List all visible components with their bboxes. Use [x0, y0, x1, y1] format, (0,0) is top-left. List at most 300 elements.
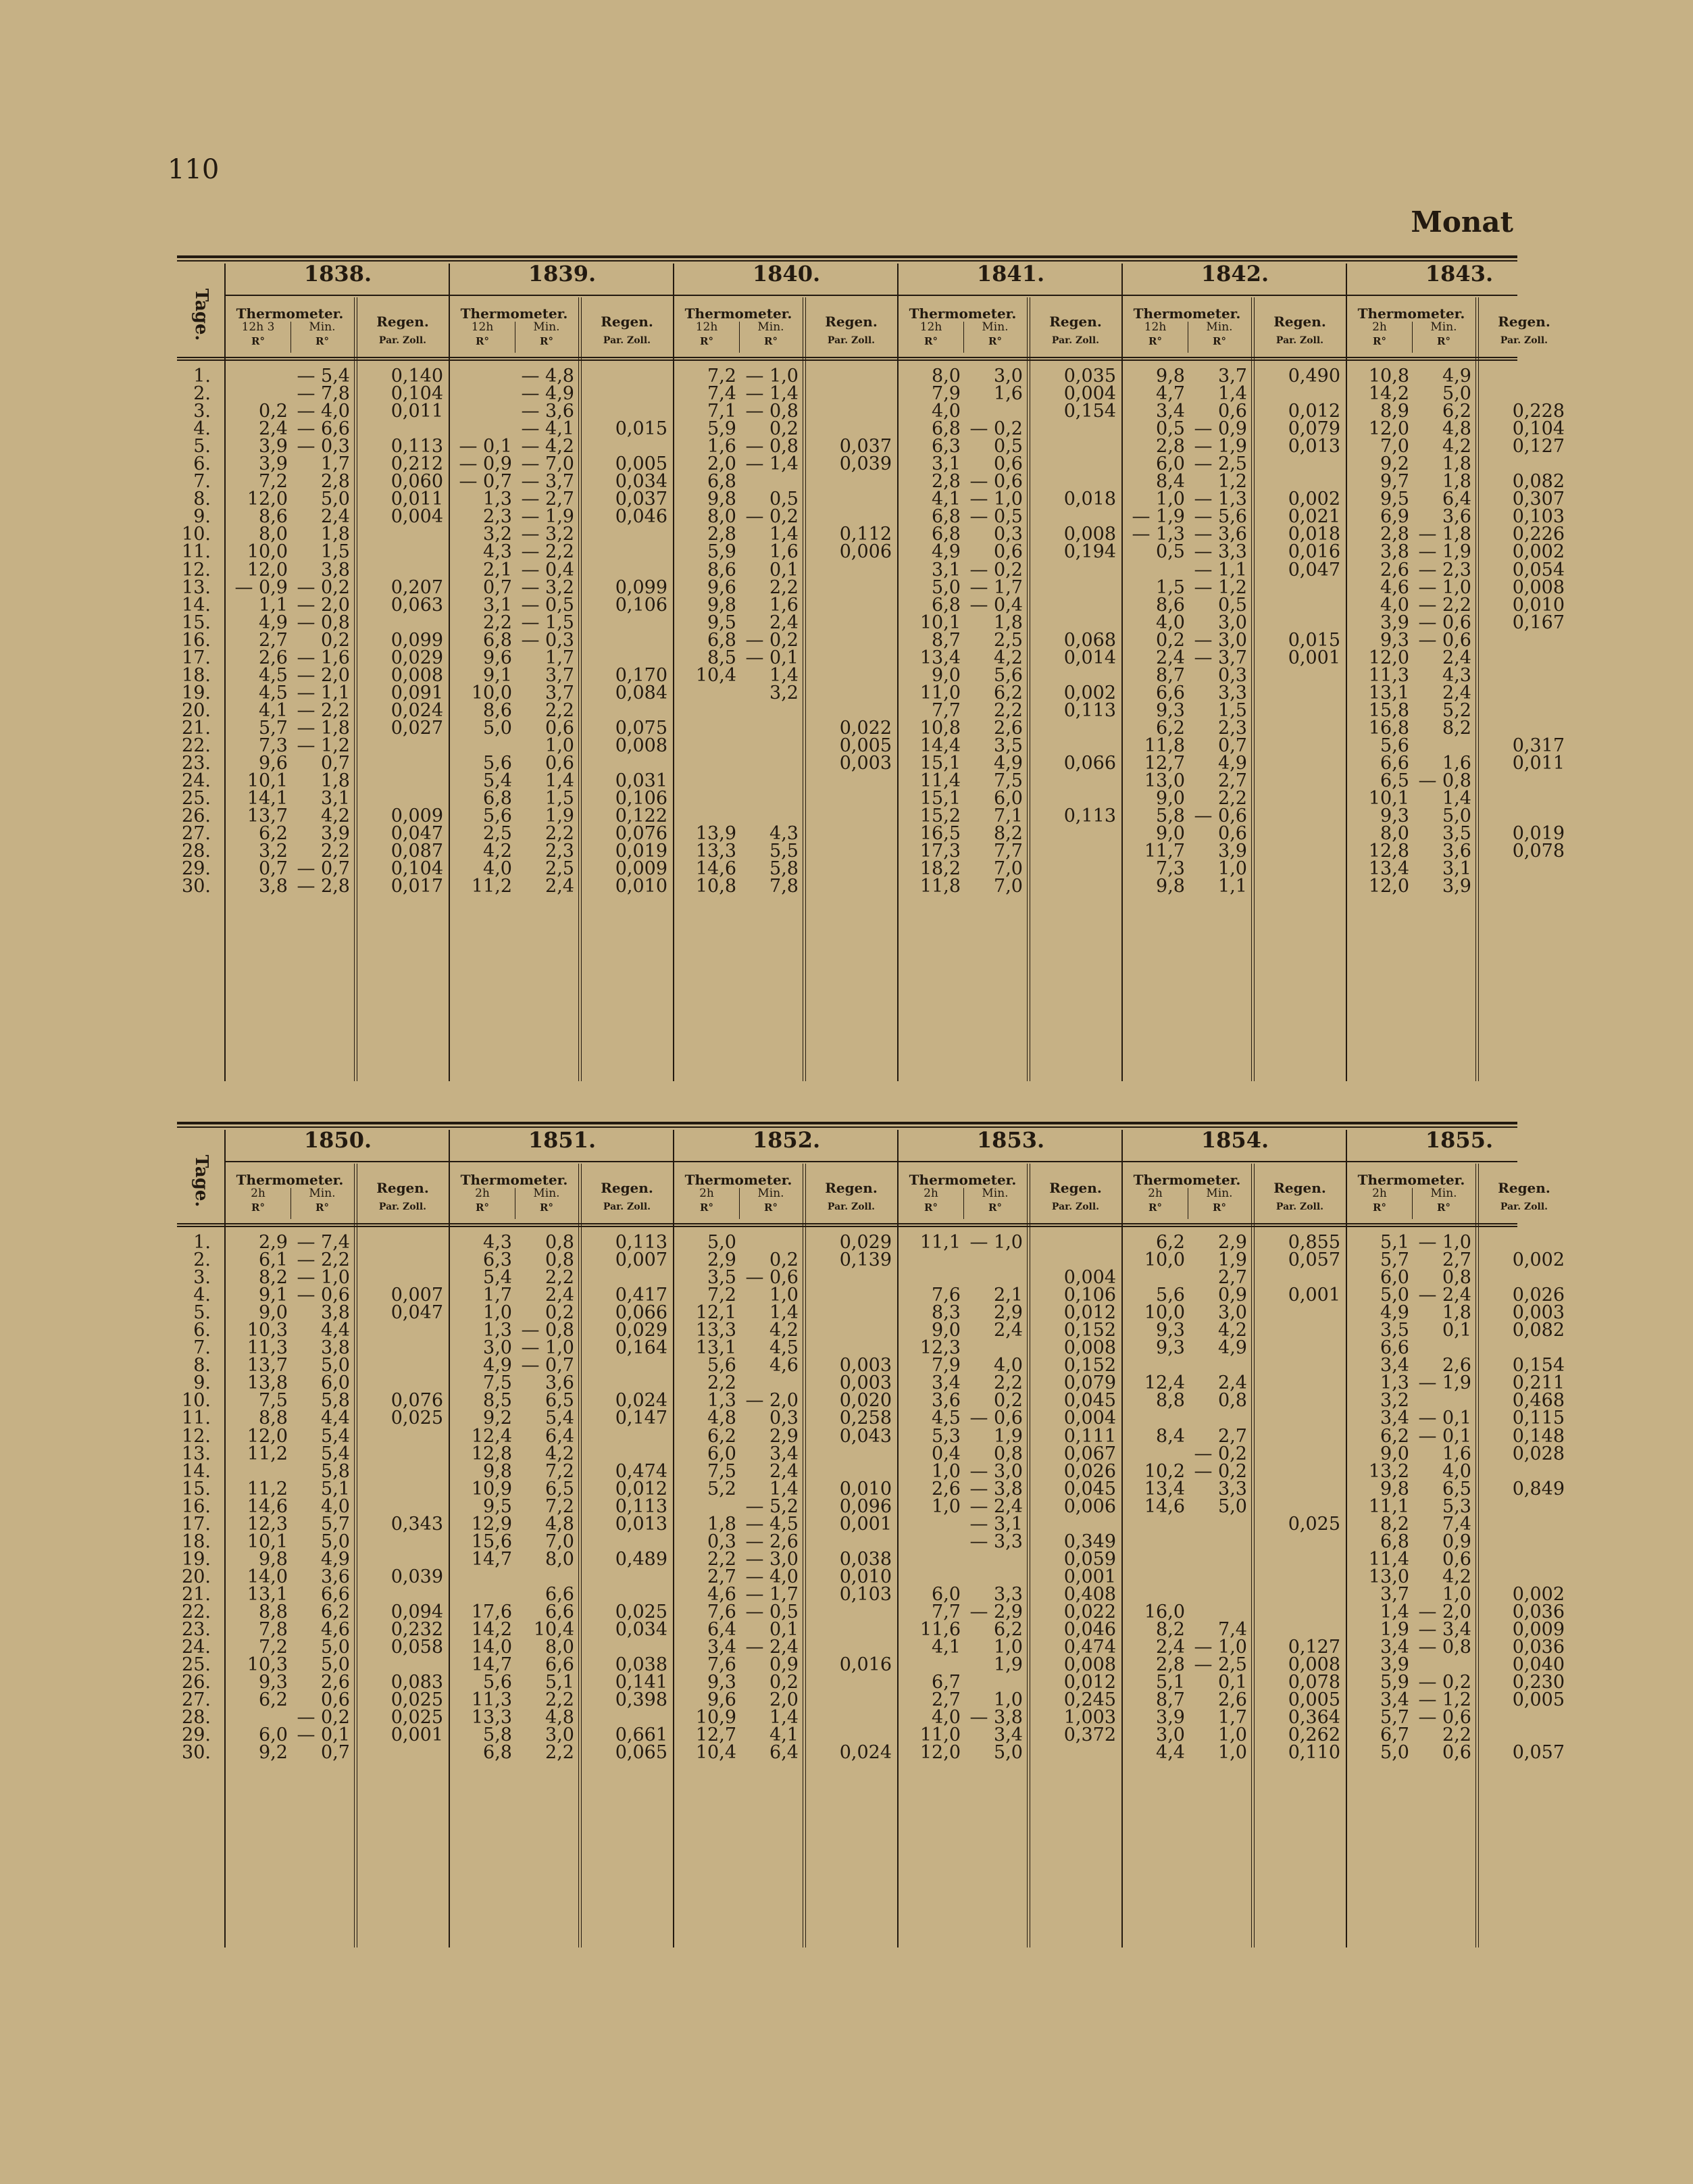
rainfall: 0,024: [839, 1742, 892, 1764]
rainfall: [804, 597, 892, 614]
noon-temperature: 2,2: [483, 612, 512, 633]
min-temperature: 3,6: [321, 1566, 350, 1587]
noon-temperature: 1,0: [932, 1460, 961, 1482]
thermometer-header: Thermometer.: [236, 1172, 344, 1188]
rainfall: 0,017: [390, 876, 443, 897]
temp-min-divider: [963, 322, 964, 353]
table-row: [177, 772, 1517, 790]
noon-temperature: 8,0: [707, 506, 736, 528]
rainfall: [355, 755, 443, 772]
rainfall: [1477, 1568, 1565, 1586]
noon-temperature: 12,3: [247, 1513, 288, 1535]
table-row: [177, 1583, 1565, 1605]
noon-temperature: 5,6: [483, 805, 512, 827]
year-label: 1839.: [528, 261, 597, 287]
rainfall: 0,002: [1063, 682, 1116, 703]
noon-temperature: 8,7: [1156, 1689, 1185, 1711]
rainfall: 0,059: [1063, 1548, 1116, 1570]
noon-temperature: 10,1: [247, 770, 288, 792]
rainfall: 0,113: [1063, 805, 1116, 827]
noon-temperature: 5,0: [483, 717, 512, 739]
rainfall: 0,194: [1063, 541, 1116, 563]
regen-unit: Par. Zoll.: [827, 335, 876, 346]
noon-temperature: 5,0: [1380, 1742, 1409, 1764]
rainfall: 0,037: [839, 436, 892, 457]
noon-temperature: [234, 368, 288, 385]
min-temperature: 1,9: [994, 1425, 1023, 1447]
noon-temperature: 4,0: [932, 401, 961, 422]
noon-temperature: 15,2: [919, 805, 961, 827]
rainfall: [1253, 1410, 1340, 1427]
noon-temperature: 14,7: [471, 1548, 512, 1570]
rainfall: 0,099: [615, 576, 667, 598]
noon-temperature: 3,9: [259, 436, 288, 457]
noon-temperature: 10,8: [919, 717, 961, 739]
noon-temperature: 9,3: [707, 1672, 736, 1693]
min-temperature: 7,2: [545, 1495, 574, 1517]
noon-temperature: 15,6: [471, 1531, 512, 1552]
min-header: Min.: [1206, 320, 1233, 334]
min-temperature: 3,3: [994, 1583, 1023, 1605]
rainfall: [1477, 1498, 1565, 1516]
table-row: [177, 649, 1517, 667]
year-rule: [226, 1161, 1517, 1162]
min-temperature: 2,2: [321, 841, 350, 862]
rainfall: 0,082: [1512, 471, 1565, 493]
day-number: 4.: [193, 1285, 211, 1306]
table-row: [177, 1408, 1565, 1429]
min-temperature: 2,4: [545, 1285, 574, 1306]
rainfall: 0,147: [615, 1408, 667, 1429]
rainfall: [804, 1533, 892, 1551]
noon-temperature: 2,0: [707, 453, 736, 475]
noon-temperature: 7,1: [707, 401, 736, 422]
noon-temperature: 4,5: [259, 682, 288, 703]
rainfall: [355, 1498, 443, 1516]
noon-temperature: 6,0: [1380, 1267, 1409, 1289]
min-temperature: 2,6: [321, 1672, 350, 1693]
rainfall: [804, 579, 892, 597]
rainfall: [804, 632, 892, 649]
rainfall: [804, 772, 892, 790]
rainfall: 0,110: [1288, 1742, 1340, 1764]
rainfall: [1253, 597, 1340, 614]
noon-temperature: 10,8: [695, 876, 736, 897]
noon-temperature: 5,4: [483, 1267, 512, 1289]
noon-temperature: 5,6: [1380, 735, 1409, 756]
min-temperature: 5,8: [769, 858, 799, 880]
rainfall: 0,004: [1063, 1408, 1116, 1429]
noon-temperature: — 0,9: [459, 453, 512, 475]
min-temperature: 3,3: [1218, 1478, 1247, 1499]
min-temperature: 6,5: [1442, 1478, 1471, 1499]
min-temperature: — 3,7: [1194, 647, 1247, 668]
noon-temperature: 7,9: [932, 1355, 961, 1376]
regen-header: Regen.: [376, 314, 429, 330]
day-number: 29.: [182, 1724, 211, 1746]
min-temperature: — 2,2: [1418, 594, 1471, 616]
table-row: [177, 1443, 1565, 1464]
rainfall: 0,008: [615, 735, 667, 756]
noon-temperature: 17,6: [471, 1601, 512, 1622]
noon-temperature: 6,8: [932, 524, 961, 545]
min-temperature: 1,7: [1218, 1707, 1247, 1729]
min-temperature: 5,2: [1442, 699, 1471, 721]
rainfall: [1028, 843, 1116, 860]
min-temperature: 3,9: [1442, 876, 1471, 897]
day-number: 22.: [182, 735, 211, 756]
header-rule: [177, 1223, 1517, 1224]
rainfall: [1253, 737, 1340, 755]
min-temperature: — 0,6: [969, 1408, 1023, 1429]
rainfall: [580, 385, 667, 403]
noon-temperature: 5,4: [483, 770, 512, 792]
noon-temperature: 5,9: [1380, 1672, 1409, 1693]
noon-temperature: 6,7: [932, 1672, 961, 1693]
rainfall: 0,154: [1063, 401, 1116, 422]
rainfall: 0,003: [1512, 1302, 1565, 1324]
rainfall: [1477, 1533, 1565, 1551]
min-temperature: 2,5: [545, 858, 574, 880]
rainfall: [1477, 649, 1565, 667]
min-temperature: — 0,4: [521, 559, 574, 580]
min-temperature: — 7,0: [521, 453, 574, 475]
noon-temperature: 11,3: [247, 1337, 288, 1359]
min-temperature: 2,2: [1442, 1724, 1471, 1746]
rainfall: [804, 403, 892, 420]
rainfall: [1477, 685, 1565, 702]
min-temperature: 5,0: [321, 1654, 350, 1676]
noon-temperature: — 1,9: [1132, 506, 1185, 528]
min-temperature: 6,4: [1442, 489, 1471, 510]
min-temperature: 1,7: [545, 647, 574, 668]
min-temperature: 4,9: [994, 753, 1023, 774]
min-temperature: 1,1: [1218, 876, 1247, 897]
noon-temperature: 10,0: [1144, 1302, 1185, 1324]
top-rule: [177, 255, 1517, 258]
rainfall: 0,066: [1063, 753, 1116, 774]
day-number: 26.: [182, 805, 211, 827]
rainfall: 0,005: [839, 735, 892, 756]
min-unit: R°: [1213, 335, 1226, 347]
rainfall: 0,001: [839, 1513, 892, 1535]
year-label: 1842.: [1201, 261, 1269, 287]
noon-temperature: 1,8: [707, 1513, 736, 1535]
rainfall: [804, 491, 892, 508]
table-row: [177, 1460, 1517, 1482]
min-temperature: 1,6: [1442, 753, 1471, 774]
day-number: 23.: [182, 753, 211, 774]
day-number: 8.: [193, 1355, 211, 1376]
min-temperature: 4,0: [994, 1355, 1023, 1376]
noon-temperature: 1,0: [483, 1302, 512, 1324]
min-temperature: — 2,2: [521, 541, 574, 563]
min-temperature: 7,2: [545, 1460, 574, 1482]
min-temperature: 0,2: [994, 1390, 1023, 1412]
time-header: 2h: [251, 1187, 266, 1200]
rainfall: 0,007: [390, 1285, 443, 1306]
noon-temperature: 2,8: [707, 524, 736, 545]
noon-temperature: 5,7: [259, 717, 288, 739]
noon-temperature: 2,8: [1156, 1654, 1185, 1676]
rainfall: 0,057: [1288, 1249, 1340, 1271]
min-temperature: 3,0: [1218, 1302, 1247, 1324]
noon-temperature: 12,7: [1144, 753, 1185, 774]
rainfall: 0,027: [390, 717, 443, 739]
min-temperature: 2,7: [1218, 1425, 1247, 1447]
rainfall: 0,045: [1063, 1478, 1116, 1499]
noon-temperature: 1,1: [259, 594, 288, 616]
noon-temperature: 6,3: [932, 436, 961, 457]
noon-temperature: 7,3: [1156, 858, 1185, 880]
year-label: 1841.: [976, 261, 1045, 287]
rainfall: 0,082: [1512, 1320, 1565, 1341]
min-temperature: — 0,1: [1418, 1425, 1471, 1447]
min-temperature: 1,6: [994, 383, 1023, 405]
rainfall: 0,029: [839, 1232, 892, 1253]
table-row: [177, 805, 1517, 827]
day-number: 5.: [193, 1302, 211, 1324]
days-label: Tage.: [191, 1155, 211, 1208]
min-header: Min.: [533, 320, 560, 334]
rainfall: 0,245: [1063, 1689, 1116, 1711]
noon-temperature: 14,7: [471, 1654, 512, 1676]
rainfall: [1477, 1551, 1565, 1568]
min-temperature: — 3,0: [1194, 629, 1247, 651]
noon-temperature: 13,0: [1144, 770, 1185, 792]
rainfall: [1477, 1709, 1565, 1727]
rainfall: [1028, 438, 1116, 455]
top-rule: [177, 1122, 1517, 1124]
rainfall: [1253, 1463, 1340, 1481]
rainfall: 0,026: [1063, 1460, 1116, 1482]
min-temperature: 3,6: [545, 1372, 574, 1394]
noon-temperature: [907, 1516, 961, 1533]
min-temperature: — 2,4: [745, 1637, 799, 1658]
rainfall: 0,141: [615, 1672, 667, 1693]
noon-temperature: 2,6: [932, 1478, 961, 1499]
rainfall: 0,002: [1512, 1249, 1565, 1271]
rainfall: [1253, 755, 1340, 772]
min-temperature: 4,0: [1442, 1460, 1471, 1482]
min-temperature: 1,6: [1442, 1443, 1471, 1464]
min-temperature: — 2,0: [745, 1390, 799, 1412]
noon-temperature: 7,7: [932, 699, 961, 721]
min-temperature: 1,4: [1442, 788, 1471, 810]
min-temperature: 4,9: [1218, 753, 1247, 774]
min-temperature: — 1,4: [745, 453, 799, 475]
noon-temperature: 9,3: [1156, 1320, 1185, 1341]
min-temperature: 5,8: [321, 1390, 350, 1412]
noon-temperature: 3,8: [259, 876, 288, 897]
noon-temperature: [907, 1568, 961, 1586]
noon-temperature: 1,3: [483, 1320, 512, 1341]
thermometer-header: Thermometer.: [684, 305, 792, 322]
noon-temperature: 12,8: [1368, 841, 1409, 862]
noon-temperature: 6,4: [707, 1619, 736, 1641]
table-row: [177, 1478, 1565, 1499]
min-temperature: [1186, 1586, 1247, 1604]
rainfall: 0,018: [1288, 524, 1340, 545]
min-temperature: [738, 737, 799, 755]
noon-temperature: 4,1: [259, 699, 288, 721]
noon-temperature: 2,6: [1380, 559, 1409, 580]
min-temperature: 5,0: [321, 489, 350, 510]
min-temperature: — 1,8: [1418, 524, 1471, 545]
rainfall: 0,025: [390, 1689, 443, 1711]
rainfall: [580, 1357, 667, 1374]
min-header: Min.: [757, 1187, 784, 1200]
year-label: 1854.: [1201, 1127, 1269, 1153]
rainfall: 0,106: [1063, 1285, 1116, 1306]
min-temperature: 0,6: [994, 541, 1023, 563]
noon-temperature: 13,3: [695, 1320, 736, 1341]
min-temperature: 2,0: [769, 1689, 799, 1711]
noon-temperature: 7,6: [707, 1654, 736, 1676]
noon-temperature: [682, 702, 736, 720]
rainfall: [804, 1604, 892, 1621]
rainfall: 0,003: [839, 1355, 892, 1376]
rainfall: 0,024: [390, 699, 443, 721]
min-temperature: 3,4: [769, 1443, 799, 1464]
min-temperature: 5,0: [994, 1742, 1023, 1764]
min-temperature: — 0,5: [969, 506, 1023, 528]
rainfall: [355, 1533, 443, 1551]
min-temperature: — 0,1: [745, 647, 799, 668]
noon-temperature: [234, 1463, 288, 1481]
noon-temperature: [458, 385, 512, 403]
rainfall: [1253, 667, 1340, 685]
min-temperature: 0,2: [769, 1672, 799, 1693]
min-temperature: 1,8: [1442, 1302, 1471, 1324]
rainfall: 0,021: [1288, 506, 1340, 528]
temp-min-divider: [1412, 322, 1413, 353]
rainfall: 0,078: [1288, 1672, 1340, 1693]
day-number: 23.: [182, 1619, 211, 1641]
noon-temperature: 8,7: [1156, 664, 1185, 686]
noon-temperature: 7,2: [259, 471, 288, 493]
rainfall: 0,031: [615, 770, 667, 792]
rainfall: [1028, 562, 1116, 579]
rainfall: 0,035: [1063, 366, 1116, 387]
rainfall: 0,009: [615, 858, 667, 880]
noon-temperature: 9,0: [932, 1320, 961, 1341]
day-number: 4.: [193, 418, 211, 440]
header-rule-thin: [177, 359, 1517, 361]
noon-temperature: 3,0: [1156, 1724, 1185, 1746]
min-temperature: — 3,1: [969, 1513, 1023, 1535]
rainfall: 0,016: [839, 1654, 892, 1676]
noon-temperature: — 0,9: [234, 576, 288, 598]
min-temperature: 3,5: [1442, 823, 1471, 845]
rainfall: [1028, 1234, 1116, 1251]
rainfall: [580, 1428, 667, 1445]
rainfall: [804, 614, 892, 632]
min-temperature: 5,0: [321, 1531, 350, 1552]
noon-temperature: 15,1: [919, 788, 961, 810]
min-temperature: — 2,7: [521, 489, 574, 510]
noon-temperature: [907, 1533, 961, 1551]
noon-temperature: 7,4: [707, 383, 736, 405]
min-temperature: — 3,0: [745, 1548, 799, 1570]
min-temperature: — 7,8: [297, 383, 350, 405]
rainfall: [1253, 685, 1340, 702]
min-temperature: 0,2: [545, 1302, 574, 1324]
rainfall: [1028, 825, 1116, 843]
noon-temperature: 5,7: [1380, 1249, 1409, 1271]
rainfall: [804, 1269, 892, 1287]
min-temperature: 2,2: [994, 699, 1023, 721]
thermometer-header: Thermometer.: [236, 305, 344, 322]
min-temperature: — 4,0: [297, 401, 350, 422]
rainfall: 0,230: [1512, 1672, 1565, 1693]
min-temperature: 3,9: [321, 823, 350, 845]
rainfall: [804, 473, 892, 491]
rainfall: [355, 737, 443, 755]
rainfall: [1028, 1516, 1116, 1533]
min-temperature: — 3,6: [1194, 524, 1247, 545]
noon-temperature: 15,8: [1368, 699, 1409, 721]
rainfall: 0,104: [390, 858, 443, 880]
min-temperature: — 1,0: [1418, 1232, 1471, 1253]
noon-temperature: 5,1: [1156, 1672, 1185, 1693]
noon-temperature: 1,6: [707, 436, 736, 457]
rainfall: [355, 1357, 443, 1374]
rainfall: 0,087: [390, 841, 443, 862]
min-temperature: — 0,1: [297, 1724, 350, 1746]
rainfall: 0,012: [1063, 1672, 1116, 1693]
table-row: [177, 612, 1565, 633]
noon-temperature: [682, 1498, 736, 1516]
noon-temperature: 6,5: [1380, 770, 1409, 792]
year-label: 1853.: [976, 1127, 1045, 1153]
noon-temperature: 6,3: [483, 1249, 512, 1271]
year-label: 1843.: [1425, 261, 1494, 287]
noon-temperature: 4,6: [707, 1583, 736, 1605]
rainfall: [355, 1481, 443, 1498]
min-header: Min.: [309, 320, 336, 334]
noon-temperature: 2,8: [932, 471, 961, 493]
day-number: 28.: [182, 1707, 211, 1729]
min-unit: R°: [988, 1201, 1002, 1214]
noon-temperature: 2,9: [707, 1249, 736, 1271]
day-number: 30.: [182, 1742, 211, 1764]
rainfall: [1253, 1374, 1340, 1392]
rainfall: 0,005: [1512, 1689, 1565, 1711]
min-temperature: — 4,0: [745, 1566, 799, 1587]
rainfall: 0,083: [390, 1672, 443, 1693]
min-temperature: 2,7: [1218, 1267, 1247, 1289]
rainfall: [804, 808, 892, 825]
rainfall: [804, 1287, 892, 1304]
min-temperature: 0,3: [769, 1408, 799, 1429]
noon-temperature: 8,0: [259, 524, 288, 545]
rainfall: [1477, 632, 1565, 649]
noon-temperature: 13,7: [247, 805, 288, 827]
min-temperature: 5,1: [545, 1672, 574, 1693]
min-temperature: 1,9: [545, 805, 574, 827]
noon-temperature: 13,4: [919, 647, 961, 668]
rainfall: 0,004: [1063, 383, 1116, 405]
noon-temperature: [1131, 1551, 1185, 1568]
rainfall: [804, 385, 892, 403]
noon-temperature: 5,9: [707, 541, 736, 563]
noon-temperature: 11,6: [919, 1619, 961, 1641]
rainfall: [580, 1445, 667, 1463]
min-temperature: 5,4: [321, 1443, 350, 1464]
table-row: [177, 682, 1517, 703]
rainfall: 0,006: [1063, 1495, 1116, 1517]
